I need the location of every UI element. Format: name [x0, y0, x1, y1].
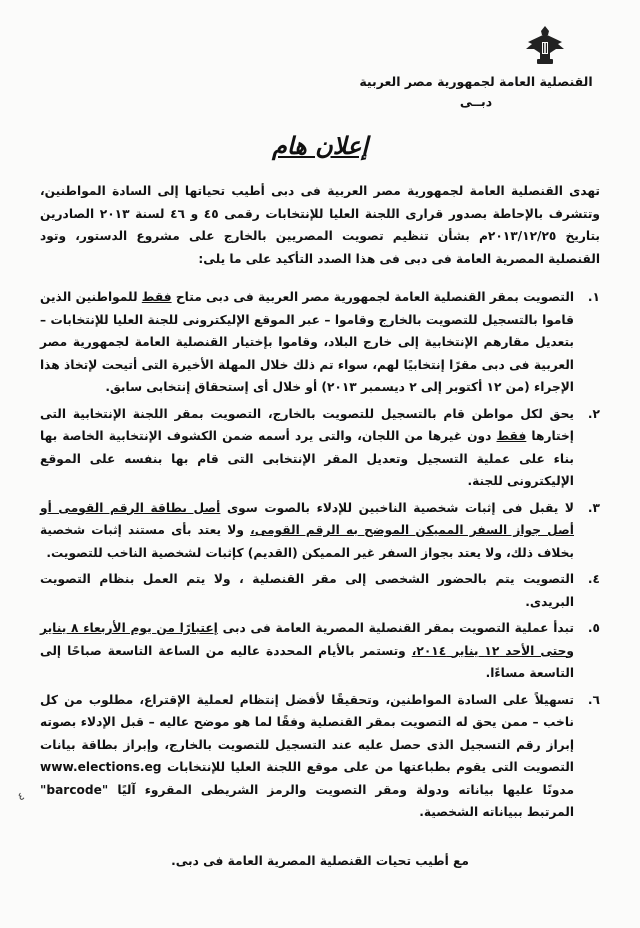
item-text-part: ولا يعتد بأى مستند إثبات شخصية بخلاف ذلك، ولا يعتد بجواز السفر غير المميكن (القديم) كإثبات لشخصية الناخب للتصويت. [40, 523, 574, 560]
item-text-underlined: فقط [496, 429, 527, 443]
item-number: ٢. [587, 406, 600, 421]
item-number: ٦. [587, 692, 600, 707]
item-text-part: تبدأ عملية التصويت بمقر القنصلية المصرية العامة فى دبى [217, 621, 575, 635]
item-text-part: للمواطنين الذين قاموا بالتسجيل للتصويت بالخارج وقاموا – عبر الموقع الإليكترونى للجنة العليا للإنتخابات – بتعديل مقارهم الإنتخابية إلى خارج البلاد، وقاموا بإختيار القنصلية العامة لجمهورية مصر العربية فى دبى مقرًا إنتخابيًا لهم، سواء تم ذلك خلال المهلة الأخيرة التى أتيحت لإتخاذ هذا الإجراء (من ١٢ أكتوبر إلى ٢ ديسمبر ٢٠١٣) أو خلال أى إستحقاق إنتخابى سابق. [40, 290, 574, 394]
letterhead [356, 72, 596, 112]
item-text-part: التصويت يتم بالحضور الشخصى إلى مقر القنصلية ، ولا يتم العمل بنظام التصويت البريدى. [40, 572, 574, 609]
intro-paragraph: تهدى القنصلية العامة لجمهورية مصر العربية فى دبى أطيب تحياتها إلى السادة المواطنين، وتتشرف بالإحاطة بصدور قرارى اللجنة العليا للإنتخابات رقمى ٤٥ و ٤٦ لسنة ٢٠١٣ الصادرين بتاريخ ٢٠١٣/١٢/٢٥م بشأن تنظيم تصويت المصريين بالخارج على مشروع الدستور، وتود القنصلية المصرية العامة فى دبى فى هذا الصدد التأكيد على ما يلى: [40, 184, 600, 266]
item-number: ٣. [587, 500, 600, 515]
announcement-title: إعلان هام [271, 132, 369, 160]
item-text [40, 689, 574, 824]
item-text [40, 286, 574, 399]
list-item [40, 568, 600, 613]
closing-line: مع أطيب تحيات القنصلية المصرية العامة فى دبى. [171, 853, 469, 868]
item-text-part: تسهيلاً على السادة المواطنين، وتحقيقًا لأفضل إنتظام لعملية الإقتراع، مطلوب من كل ناخب – ممن يحق له التصويت بمقر القنصلية وفقًا لما هو موضح عاليه – قبل الإدلاء بصوته إبراز رقم التسجيل الذى حصل عليه عند التسجيل للتصويت بالخارج، وإبراز بطاقة بيانات التصويت التى يقوم بطباعتها من على موقع اللجنة العليا للإنتخابات www.elections.eg مدونًا عليها بياناته ودولة ومقر التصويت والرمز الشريطى المقروء آليًا "barcode" المرتبط ببياناته الشخصية. [40, 692, 574, 819]
item-text-part: وتستمر بالأيام المحددة عاليه من الساعة التاسعة صباحًا إلى التاسعة مساءًا. [40, 643, 574, 680]
margin-handwritten-mark: ٤ [15, 789, 27, 804]
item-text-underlined: إعتبارًا من يوم الأربعاء ٨ يناير وحتى الأحد ١٢ يناير ٢٠١٤، [40, 621, 574, 658]
eagle-emblem-icon [522, 22, 568, 68]
list-item [40, 497, 600, 565]
announcement-body [40, 180, 600, 872]
list-item [40, 617, 600, 685]
list-item [40, 286, 600, 399]
item-text [40, 617, 574, 685]
list-item [40, 403, 600, 493]
item-text [40, 403, 574, 493]
item-text-part: التصويت بمقر القنصلية العامة لجمهورية مصر العربية فى دبى متاح [171, 290, 574, 304]
consulate-city: دبــى [459, 94, 493, 109]
item-text-part: يحق لكل مواطن قام بالتسجيل للتصويت بالخارج، التصويت بمقر اللجنة الإنتخابية التى إختارها [40, 406, 574, 443]
item-text [40, 497, 574, 565]
list-item [40, 689, 600, 824]
consulate-name: القنصلية العامة لجمهورية مصر العربية [359, 74, 593, 89]
item-text [40, 568, 574, 613]
item-text-underlined: أصل بطاقة الرقم القومى أو أصل جواز السفر المميكن الموضح به الرقم القومى، [40, 500, 574, 537]
item-number: ٤. [587, 572, 600, 586]
item-text-part: دون غيرها من اللجان، والتى يرد أسمه ضمن الكشوف الإنتخابية الخاصة بها بناء على عملية التسجيل وتعديل المقر الإنتخابى التى قام بها بنفسه على الموقع الإليكترونى للجنة. [40, 429, 574, 488]
item-text-underlined: فقط [141, 290, 172, 304]
item-number: ٥. [587, 621, 600, 635]
item-number: ١. [587, 290, 600, 304]
item-text-part: لا يقبل فى إثبات شخصية الناخبين للإدلاء بالصوت سوى [220, 500, 574, 515]
